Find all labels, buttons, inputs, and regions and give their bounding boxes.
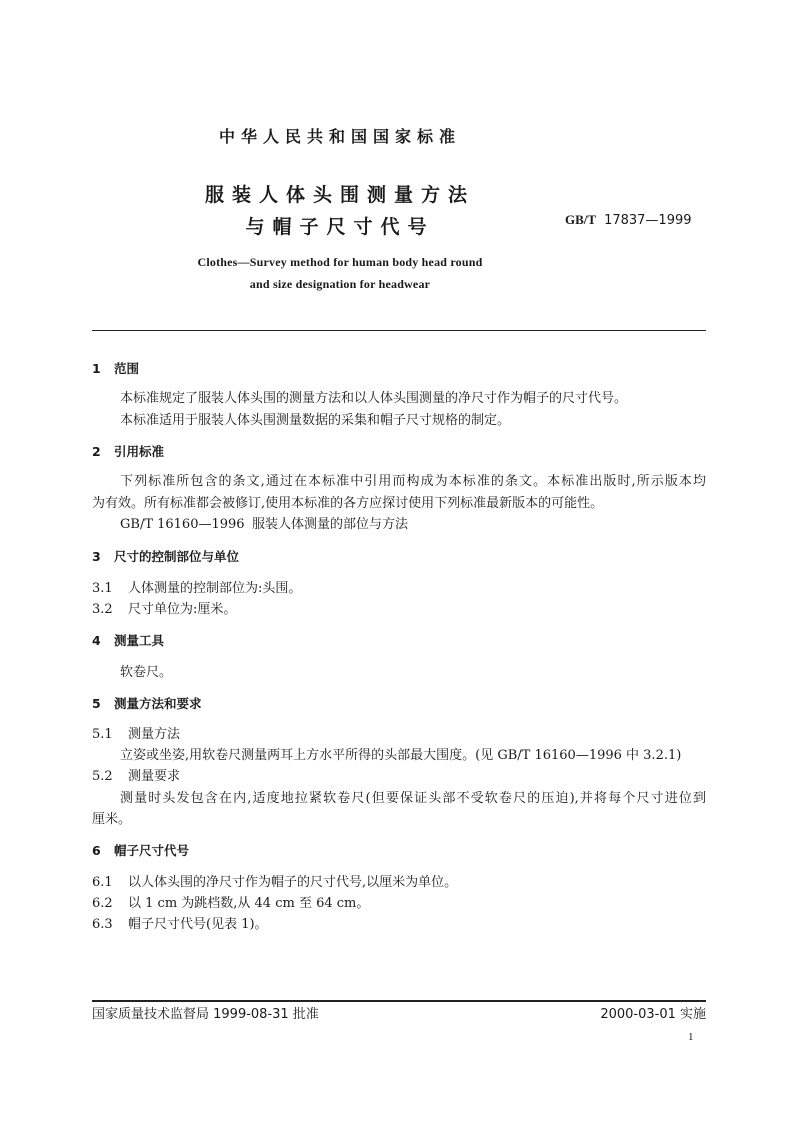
clause-6-2-text: 以 1 cm 为跳档数,从 44 cm 至 64 cm。: [128, 896, 370, 911]
reference-title: 服装人体测量的部位与方法: [252, 517, 409, 532]
section-2-number: 2: [92, 444, 101, 459]
section-3-title: 尺寸的控制部位与单位: [114, 549, 240, 564]
standard-code: [565, 212, 692, 229]
page-number: 1: [688, 1031, 694, 1043]
section-4-number: 4: [92, 633, 101, 648]
section-5-title: 测量方法和要求: [114, 696, 202, 711]
reference-code: GB/T 16160—1996: [120, 517, 245, 532]
national-standard-label: 中华人民共和国国家标准: [218, 127, 461, 146]
clause-5-1-line-1: 立姿或坐姿,用软卷尺测量两耳上方水平所得的头部最大围度。(见 GB/T 16160—1996 中 3.2.1): [120, 748, 682, 763]
clause-5-2-line-1: 测量时头发包含在内,适度地拉紧软卷尺(但要保证头部不受软卷尺的压迫),并将每个尺寸进位到: [120, 791, 706, 806]
implementation-date: 2000-03-01 实施: [600, 1007, 706, 1022]
clause-3-1-number: 3.1: [92, 581, 113, 596]
footer-divider: [92, 1000, 706, 1002]
clause-5-1-title: 测量方法: [128, 727, 181, 742]
english-title-line-1: Clothes—Survey method for human body head round: [197, 255, 483, 269]
standard-code-prefix: GB/T: [565, 212, 597, 227]
clause-5-2-line-2: 厘米。: [92, 812, 132, 827]
title-line-1: 服装人体头围测量方法: [204, 184, 475, 206]
clause-5-1-number: 5.1: [92, 727, 113, 742]
clause-5-2-title: 测量要求: [128, 769, 181, 784]
section-1-title: 范围: [114, 361, 140, 376]
section-3-number: 3: [92, 549, 101, 564]
section-1-number: 1: [92, 361, 101, 376]
clause-6-2-number: 6.2: [92, 896, 113, 911]
english-title-line-2: and size designation for headwear: [249, 277, 431, 291]
clause-6-1-text: 以人体头围的净尺寸作为帽子的尺寸代号,以厘米为单位。: [128, 875, 458, 890]
section-4-line-1: 软卷尺。: [120, 665, 173, 680]
standard-code-number: 17837—1999: [604, 213, 692, 228]
clause-6-3-text: 帽子尺寸代号(见表 1)。: [128, 917, 268, 932]
section-2-title: 引用标准: [114, 444, 165, 459]
section-6-title: 帽子尺寸代号: [114, 843, 190, 858]
clause-3-2-number: 3.2: [92, 602, 113, 617]
clause-6-3-number: 6.3: [92, 917, 113, 932]
header-divider: [92, 330, 706, 331]
clause-3-1-text: 人体测量的控制部位为:头围。: [128, 581, 302, 596]
section-4-title: 测量工具: [114, 633, 165, 648]
section-1-line-1: 本标准规定了服装人体头围的测量方法和以人体头围测量的净尺寸作为帽子的尺寸代号。: [120, 391, 628, 406]
section-5-number: 5: [92, 696, 101, 711]
clause-5-2-number: 5.2: [92, 769, 113, 784]
section-1-line-2: 本标准适用于服装人体头围测量数据的采集和帽子尺寸规格的制定。: [120, 413, 511, 428]
section-2-line-1: 下列标准所包含的条文,通过在本标准中引用而构成为本标准的条文。本标准出版时,所示版本均: [120, 474, 706, 489]
title-line-2: 与帽子尺寸代号: [245, 216, 435, 238]
section-2-line-2: 为有效。所有标准都会被修订,使用本标准的各方应探讨使用下列标准最新版本的可能性。: [92, 496, 604, 511]
clause-3-2-text: 尺寸单位为:厘米。: [128, 602, 237, 617]
section-6-number: 6: [92, 843, 101, 858]
clause-6-1-number: 6.1: [92, 875, 113, 890]
approval-line: 国家质量技术监督局 1999-08-31 批准: [92, 1007, 319, 1022]
